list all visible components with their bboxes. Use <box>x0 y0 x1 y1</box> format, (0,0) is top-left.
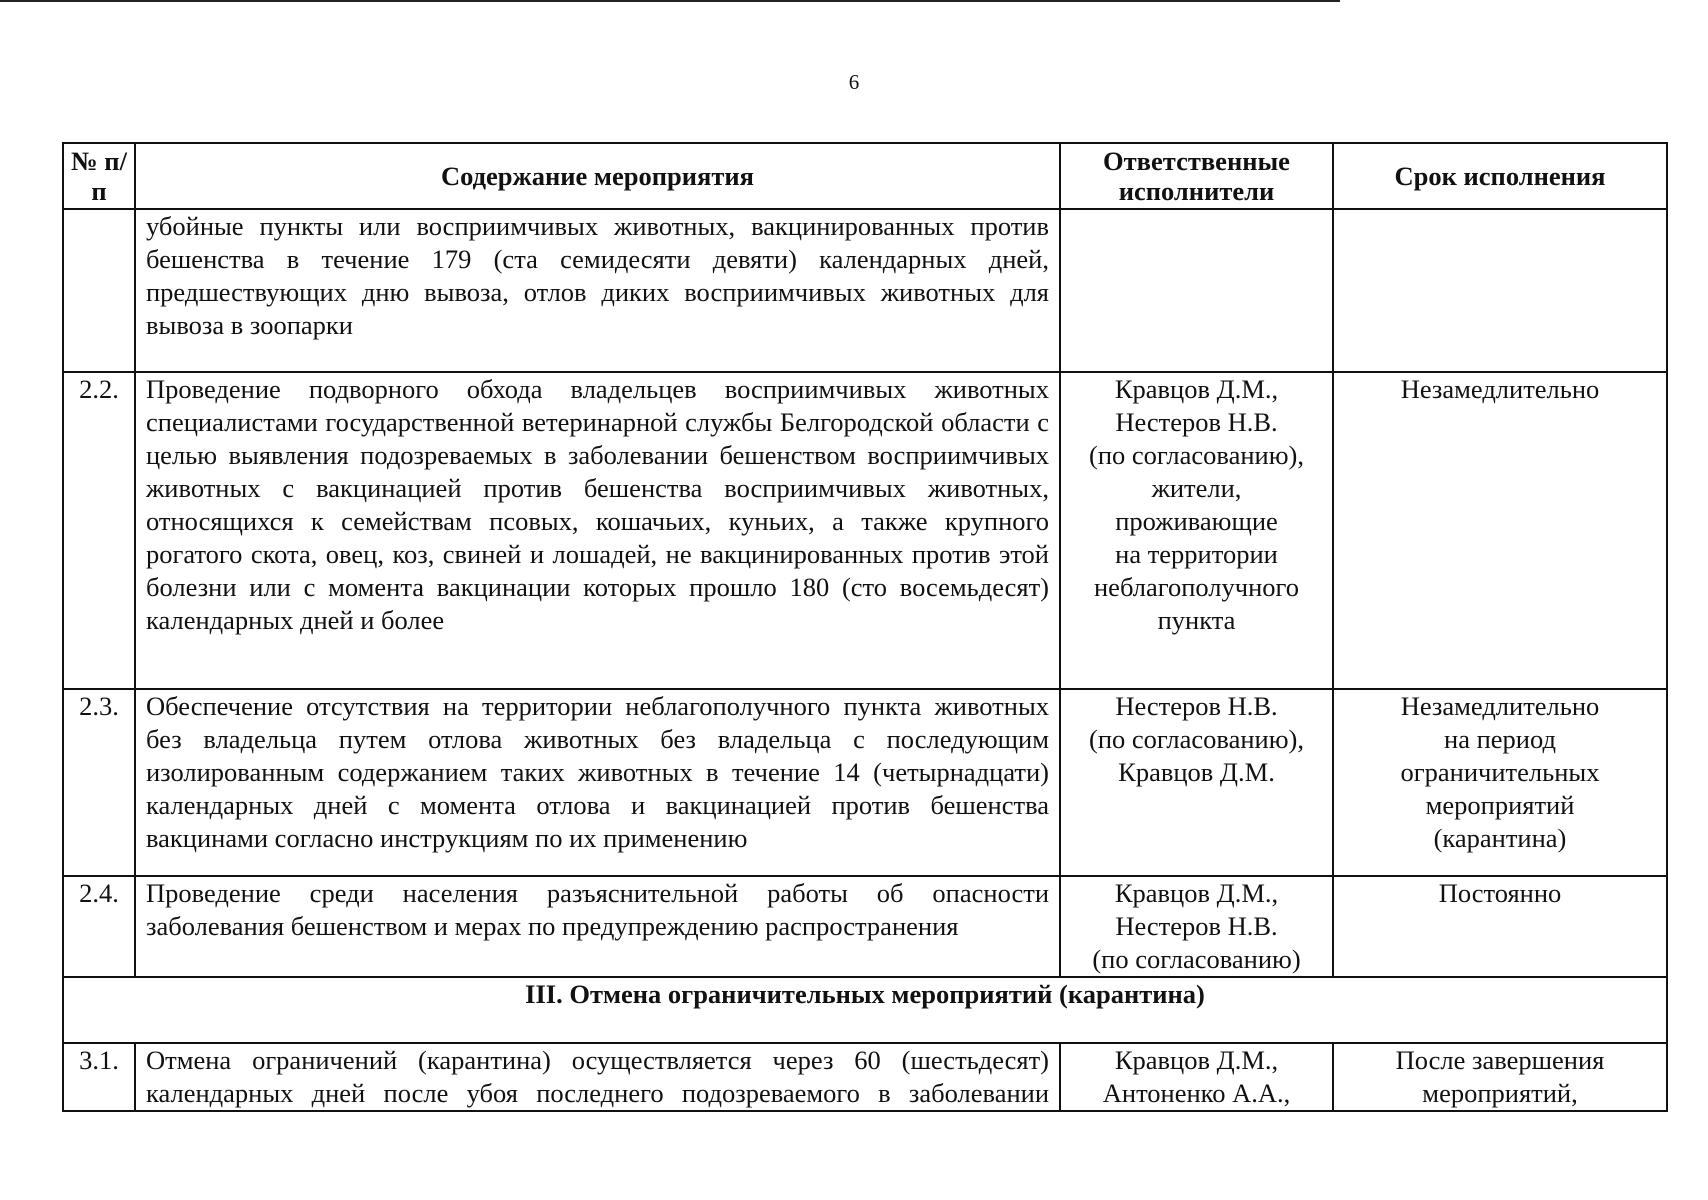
row-deadline <box>1333 209 1667 372</box>
deadline-line: Незамедлительно <box>1400 691 1600 721</box>
row-number <box>63 209 135 372</box>
deadline-line: мероприятий, <box>1422 1078 1578 1108</box>
row-number: 3.1. <box>63 1043 135 1111</box>
row-content-text: Проведение среди населения разъяснительной работы об опасности заболевания бешенством и мерах по предупреждению распространения <box>146 878 1049 941</box>
row-deadline <box>1333 689 1667 876</box>
header-responsible: Ответственные исполнители <box>1060 143 1333 209</box>
responsible-line: пункта <box>1157 605 1236 635</box>
deadline-line: мероприятий <box>1425 790 1575 820</box>
responsible-line: Антоненко А.А., <box>1102 1078 1291 1108</box>
row-number: 2.3. <box>63 689 135 876</box>
row-content <box>135 876 1060 977</box>
row-content-text: Отмена ограничений (карантина) осуществляется через 60 (шестьдесят) календарных дней после убоя последнего подозреваемого в заболевании <box>146 1045 1049 1108</box>
section-title: III. Отмена ограничительных мероприятий (карантина) <box>63 977 1667 1043</box>
responsible-line: Нестеров Н.В. <box>1115 691 1278 721</box>
responsible-line: Кравцов Д.М., <box>1114 878 1279 908</box>
section-header-row <box>63 977 1667 1043</box>
responsible-line: (по согласованию), <box>1089 440 1304 470</box>
table-header-row <box>63 143 1667 209</box>
table-row-continuation <box>63 209 1667 372</box>
responsible-line: жители, <box>1151 473 1242 503</box>
responsible-line: неблагополучного <box>1094 572 1299 602</box>
deadline-line: (карантина) <box>1433 823 1567 853</box>
responsible-line: Нестеров Н.В. <box>1115 407 1278 437</box>
row-content-text: убойные пункты или восприимчивых животных, вакцинированных против бешенства в течение 179 (ста семидесяти девяти) календарных дней, предшествующих дню вывоза, отлов диких восприимчивых животных для вывоза в зоопарки <box>146 211 1049 340</box>
responsible-line: Кравцов Д.М. <box>1118 757 1275 787</box>
header-number: № п/п <box>63 143 135 209</box>
row-content <box>135 209 1060 372</box>
row-content <box>135 689 1060 876</box>
table-row <box>63 372 1667 689</box>
row-content <box>135 1043 1060 1111</box>
row-responsible <box>1060 1043 1333 1111</box>
table-row <box>63 876 1667 977</box>
row-content <box>135 372 1060 689</box>
row-number: 2.4. <box>63 876 135 977</box>
page-number: 6 <box>848 70 860 94</box>
row-responsible <box>1060 209 1333 372</box>
row-responsible <box>1060 689 1333 876</box>
table-row <box>63 1043 1667 1111</box>
row-responsible <box>1060 876 1333 977</box>
responsible-line: проживающие <box>1115 506 1278 536</box>
header-deadline: Срок исполнения <box>1333 143 1667 209</box>
deadline-line: После завершения <box>1395 1045 1605 1075</box>
row-content-text: Проведение подворного обхода владельцев восприимчивых животных специалистами государственной ветеринарной службы Белгородской области с целью выявления подозреваемых в заболевании бешенством восприимчивых животных с вакцинацией против бешенства восприимчивых животных, относящихся к семействам псовых, кошачьих, куньих, а также крупного рогатого скота, овец, коз, свиней и лошадей, не вакцинированных против этой болезни или с момента вакцинации которых прошло 180 (сто восемьдесят) календарных дней и более <box>146 374 1049 635</box>
deadline-line: на период <box>1444 724 1556 754</box>
row-deadline <box>1333 876 1667 977</box>
top-border-line <box>0 0 1340 2</box>
row-responsible <box>1060 372 1333 689</box>
responsible-line: Нестеров Н.В. <box>1115 911 1278 941</box>
table-row <box>63 689 1667 876</box>
responsible-line: (по согласованию) <box>1092 944 1301 974</box>
responsible-line: Кравцов Д.М., <box>1114 374 1279 404</box>
header-content: Содержание мероприятия <box>135 143 1060 209</box>
deadline-line: Постоянно <box>1438 878 1562 908</box>
responsible-line: Кравцов Д.М., <box>1114 1045 1279 1075</box>
responsible-line: (по согласованию), <box>1089 724 1304 754</box>
deadline-line: ограничительных <box>1400 757 1600 787</box>
row-deadline <box>1333 1043 1667 1111</box>
row-number: 2.2. <box>63 372 135 689</box>
row-content-text: Обеспечение отсутствия на территории неблагополучного пункта животных без владельца путем отлова животных без владельца с последующим изолированным содержанием таких животных в течение 14 (четырнадцати) календарных дней с момента отлова и вакцинацией против бешенства вакцинами согласно инструкциям по их применению <box>146 691 1049 853</box>
deadline-line: Незамедлительно <box>1400 374 1600 404</box>
measures-table <box>62 142 1668 1112</box>
responsible-line: на территории <box>1115 539 1278 569</box>
row-deadline <box>1333 372 1667 689</box>
